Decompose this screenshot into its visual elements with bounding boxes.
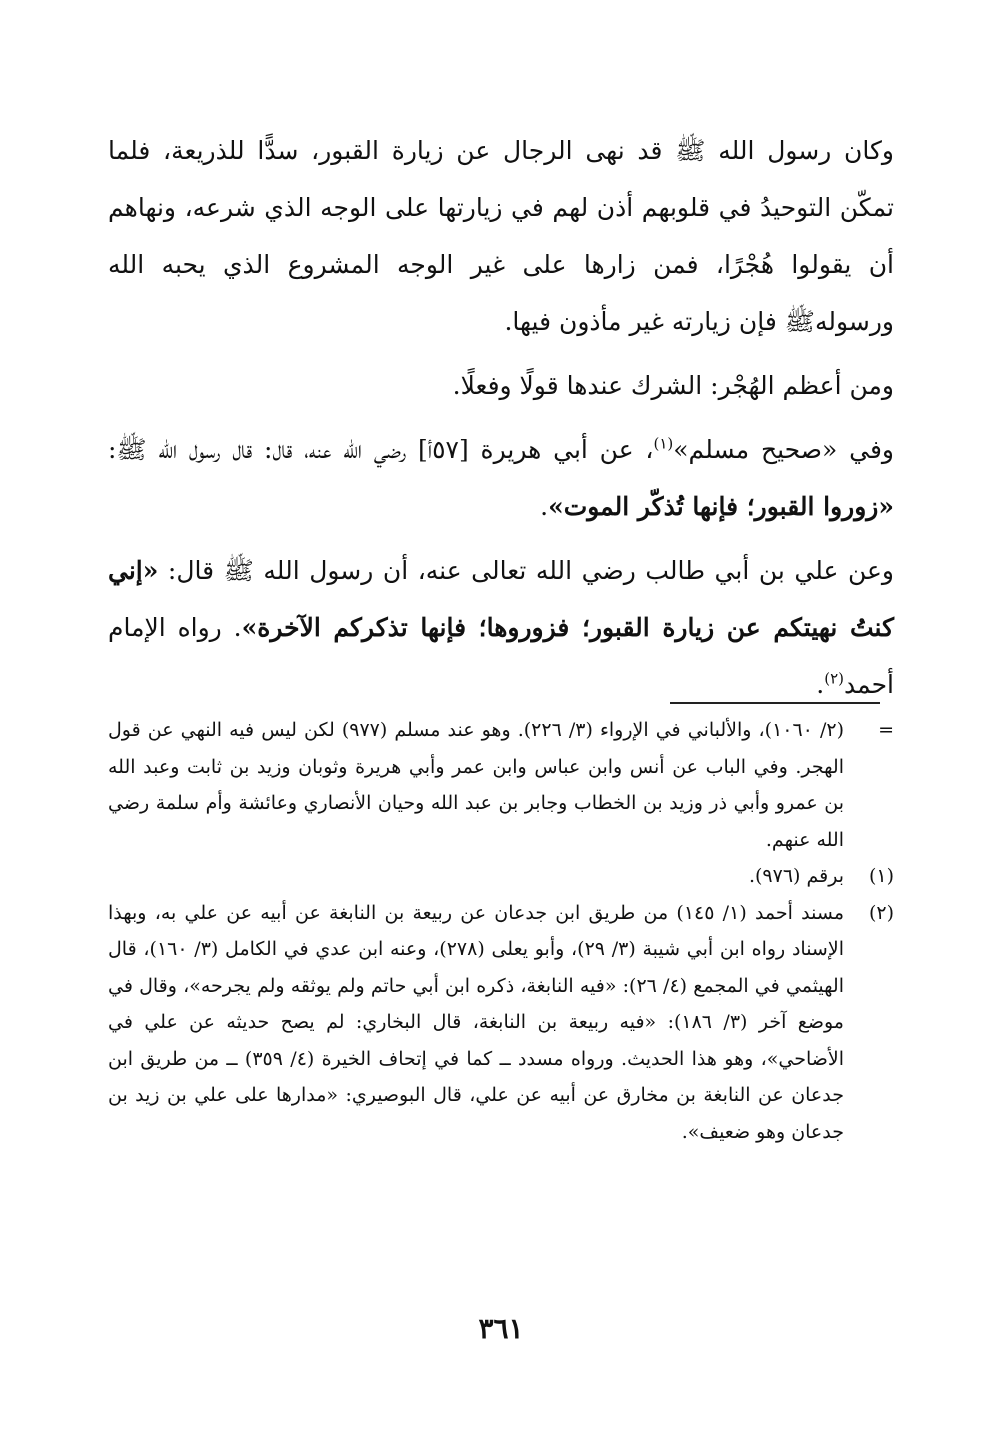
footnote-marker: (١) [868,865,894,887]
hadith-quote-1: «زوروا القبور؛ فإنها تُذكّر الموت» [548,492,894,521]
footnote-text: برقم (٩٧٦). [748,865,844,887]
footnote-marker: (٢) [868,901,894,924]
paragraph-3-end: . [540,492,549,521]
paragraph-4-text-a: وعن علي بن أبي طالب رضي الله تعالى عنه، أن رسول الله ﷺ قال: [158,556,894,585]
paragraph-3-text-a: وفي «صحيح مسلم» [673,435,894,464]
footnote-text: (٢/ ١٠٦٠)، والألباني في الإرواء (٣/ ٢٢٦). وهو عند مسلم (٩٧٧) لكن ليس فيه النهي عن قول الهجر. وفي الباب عن أنس وابن عباس وابن عمر وأبي هريرة وثوبان وزيد بن ثابت وعبد الله بن عمرو وأبي ذر وزيد بن الخطاب وجابر بن عبد الله وحيان الأنصاري وعائشة وأم سلمة رضي الله عنهم. [108,719,845,851]
footnotes [108,712,894,1150]
footnote-ref-1: (١) [653,434,674,453]
paragraph-1: وكان رسول الله ﷺ قد نهى الرجال عن زيارة القبور، سدًّا للذريعة، فلما تمكّن التوحيدُ في قلوبهم أذن لهم في زيارتها على الوجه الذي شرعه، ونهاهم أن يقولوا هُجْرًا، فمن زارها على غير الوجه المشروع الذي يحبه الله ورسولهﷺ فإن زيارته غير مأذون فيها. [108,136,894,336]
paragraph-4-end: . [816,670,825,699]
footnote-continued [108,712,894,858]
page-number: ٣٦١ [478,1312,524,1345]
paragraph-3-text-b: ، عن أبي هريرة [٥٧أ] رضي الله عنه، قال: قال رسول الله ﷺ: [108,435,654,464]
footnote-1 [108,858,894,895]
paragraph-3 [108,421,894,535]
paragraph-4 [108,542,894,713]
footnote-separator [670,702,880,704]
paragraph-2: ومن أعظم الهُجْر: الشرك عندها قولًا وفعلًا. [452,371,894,400]
footnote-2 [108,895,894,1151]
main-text [108,122,894,720]
paragraph-4-text-b: . رواه الإمام أحمد [108,613,894,699]
footnote-marker: = [878,719,894,741]
footnote-ref-2: (٢) [824,669,845,688]
hadith-quote-2: «إني كنتُ نهيتكم عن زيارة القبور؛ فزوروها؛ فإنها تذكركم الآخرة» [108,556,894,642]
footnote-text: مسند أحمد (١/ ١٤٥) من طريق ابن جدعان عن ربيعة بن النابغة عن أبيه عن علي به، وبهذا الإسناد رواه ابن أبي شيبة (٣/ ٢٩)، وأبو يعلى (٢٧٨)، وعنه ابن عدي في الكامل (٣/ ١٦٠)، قال الهيثمي في المجمع (٤/ ٢٦): «فيه النابغة، ذكره ابن أبي حاتم ولم يوثقه ولم يجرحه»، وقال في موضع آخر (٣/ ١٨٦): «فيه ربيعة بن النابغة، قال البخاري: لم يصح حديثه عن علي في الأضاحي»، وهو هذا الحديث. ورواه مسدد ــ كما في إتحاف الخيرة (٤/ ٣٥٩) ــ من طريق ابن جدعان عن النابغة بن مخارق عن أبيه عن علي، قال البوصيري: «مدارها على علي بن زيد بن جدعان وهو ضعيف». [108,901,845,1143]
